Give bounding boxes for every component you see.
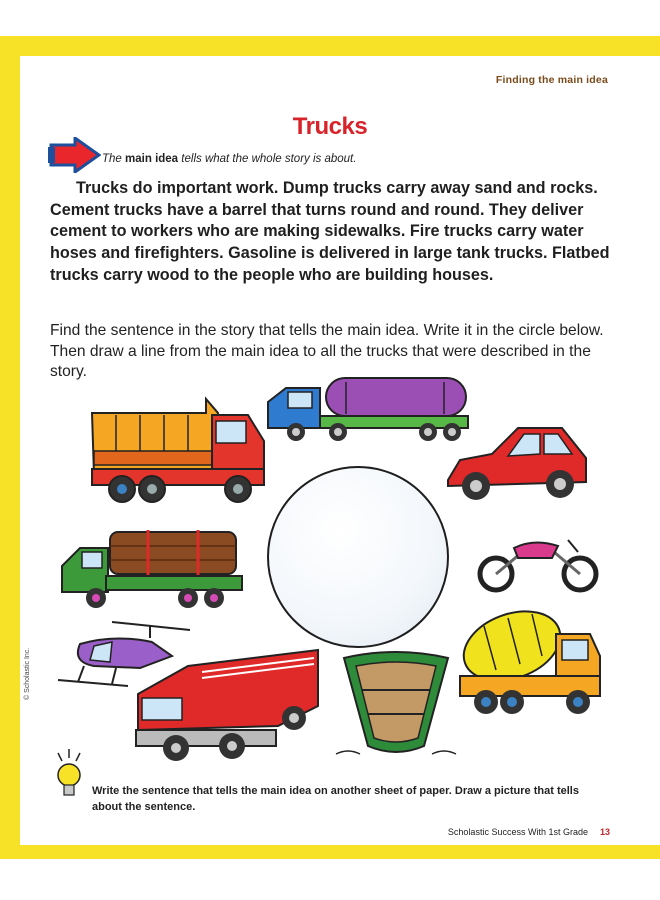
bonus-activity: Write the sentence that tells the main idea on another sheet of paper. Draw a picture that tells about the sentence.: [92, 785, 579, 813]
copyright-notice: © Scholastic Inc.: [24, 647, 31, 700]
dump-truck-picture: [88, 393, 270, 509]
red-car-picture: [440, 420, 592, 514]
instructions: Find the sentence in the story that tells the main idea. Write it in the circle below. Then draw a line from the main idea to all the trucks that were described in the story.: [50, 322, 604, 380]
cement-truck-picture: [456, 606, 606, 722]
fire-truck-picture: [128, 646, 324, 768]
section-label: Finding the main idea: [495, 74, 608, 86]
arrow-icon: [45, 137, 101, 173]
lightbulb-icon: [52, 747, 86, 805]
main-idea-circle[interactable]: [267, 466, 449, 648]
page-title: Trucks: [292, 113, 368, 140]
flatbed-truck-picture: [58, 526, 248, 612]
main-idea-tip: The main idea tells what the whole story is about.: [102, 153, 357, 165]
motorcycle-picture: [474, 534, 604, 594]
book-title: Scholastic Success With 1st Grade: [447, 827, 588, 837]
page-number: 13: [599, 827, 610, 837]
page-footer: [448, 827, 610, 837]
story-paragraph: Trucks do important work. Dump trucks carry away sand and rocks. Cement trucks have a barrel that turns round and round. They deliver cement to workers who are making sidewalks. Fire trucks carry water hoses and firefighters. Gasoline is delivered in large tank trucks. Flatbed trucks carry wood to the people who are building houses.: [50, 179, 610, 284]
rowboat-picture: [334, 650, 458, 762]
